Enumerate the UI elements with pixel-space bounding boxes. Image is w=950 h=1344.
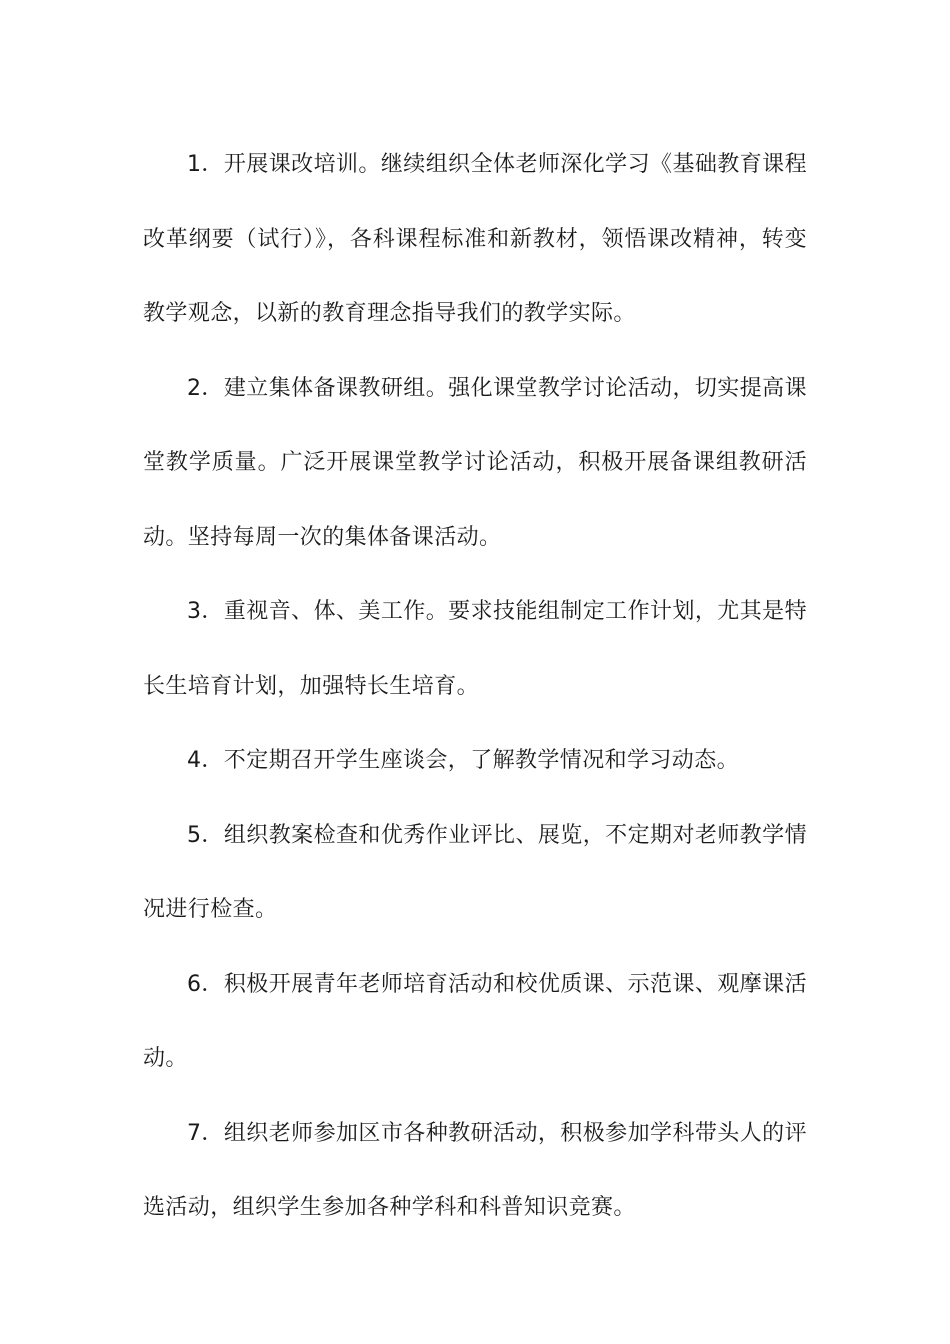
paragraph-5: 5．组织教案检查和优秀作业评比、展览，不定期对老师教学情况进行检查。	[143, 822, 807, 922]
paragraph-2: 2．建立集体备课教研组。强化课堂教学讨论活动，切实提高课堂教学质量。广泛开展课堂教学讨论活动，积极开展备课组教研活动。坚持每周一次的集体备课活动。	[143, 375, 807, 550]
paragraph-1: 1．开展课改培训。继续组织全体老师深化学习《基础教育课程改革纲要（试行）》，各科课程标准和新教材，领悟课改精神，转变教学观念，以新的教育理念指导我们的教学实际。	[143, 152, 807, 326]
paragraph-6: 6．积极开展青年老师培育活动和校优质课、示范课、观摩课活动。	[143, 971, 807, 1071]
paragraph-7: 7．组织老师参加区市各种教研活动，积极参加学科带头人的评选活动，组织学生参加各种学科和科普知识竞赛。	[143, 1120, 807, 1220]
paragraph-3: 3．重视音、体、美工作。要求技能组制定工作计划，尤其是特长生培育计划，加强特长生培育。	[143, 599, 807, 699]
document-body	[143, 128, 807, 1246]
paragraph-4: 4．不定期召开学生座谈会，了解教学情况和学习动态。	[187, 748, 739, 773]
